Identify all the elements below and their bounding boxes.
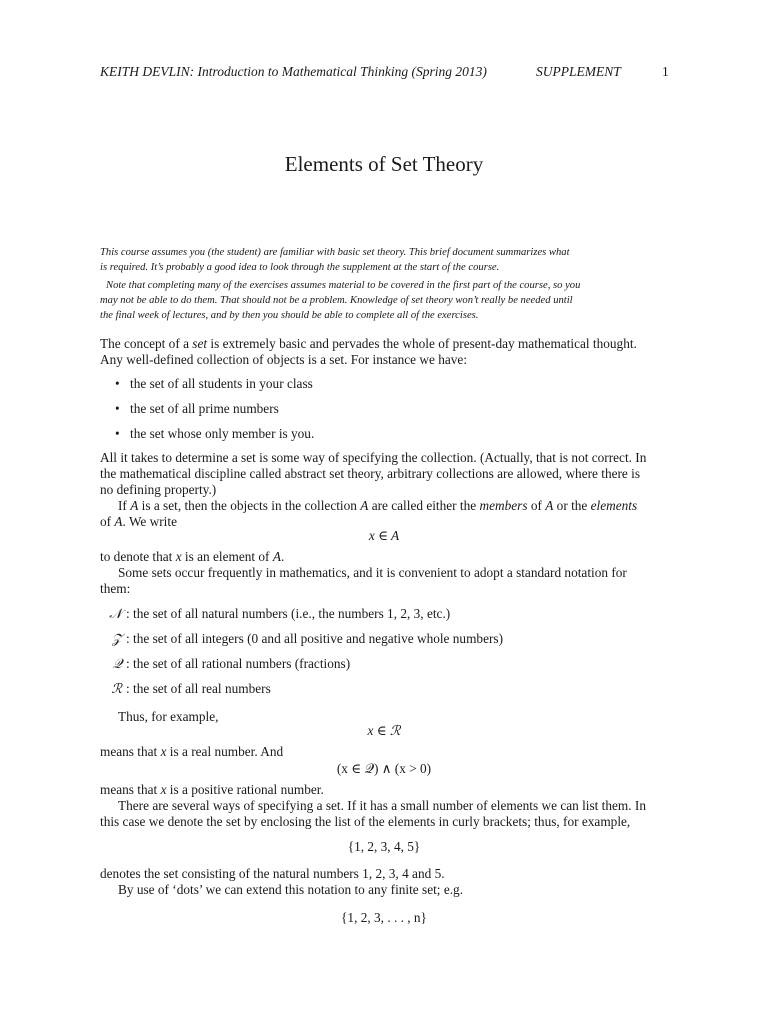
list-item: • the set of all students in your class <box>115 376 313 391</box>
reals-definition: ℛ : the set of all real numbers <box>111 681 271 697</box>
note-paragraph-2-line-1: Note that completing many of the exercises assumes material to be covered in the first part of the course, so you <box>106 280 581 291</box>
denotes-line: denotes the set consisting of the natural numbers 1, 2, 3, 4 and 5. <box>100 866 445 881</box>
bullet-icon: • <box>115 401 120 416</box>
intro-line-1: The concept of a set is extremely basic and pervades the whole of present-day mathematical thought. <box>100 336 637 351</box>
list-item: • the set whose only member is you. <box>115 426 315 441</box>
rationals-definition: 𝒬 : the set of all rational numbers (fractions) <box>112 656 351 672</box>
document-title: Elements of Set Theory <box>284 152 484 176</box>
intro-line-2: Any well-defined collection of objects is a set. For instance we have: <box>100 352 468 367</box>
running-header-section: SUPPLEMENT <box>536 64 621 79</box>
formula-x-in-a: x ∈ A <box>368 528 400 543</box>
para2-line-4: If A is a set, then the objects in the collection A are called either the members of A or the elements <box>118 498 638 513</box>
para3-line-2: Some sets occur frequently in mathematics, and it is convenient to adopt a standard notation for <box>118 565 627 580</box>
formula-finite-set: {1, 2, 3, . . . , n} <box>341 910 427 925</box>
para3-line-1: to denote that x is an element of A. <box>100 549 285 564</box>
para2-line-3: no defining property.) <box>100 482 217 497</box>
integers-definition: 𝒵 : the set of all integers (0 and all positive and negative whole numbers) <box>111 631 504 647</box>
positive-rational-line: means that x is a positive rational number. <box>100 782 324 797</box>
dots-line: By use of ‘dots’ we can extend this notation to any finite set; e.g. <box>118 882 464 897</box>
para3-line-3: them: <box>100 581 131 596</box>
para4-line-1: There are several ways of specifying a set. If it has a small number of elements we can list them. In <box>118 798 646 813</box>
formula-set-list: {1, 2, 3, 4, 5} <box>347 839 421 854</box>
note-paragraph-2-line-2: may not be able to do them. That should not be a problem. Knowledge of set theory won’t really be needed until <box>100 295 573 306</box>
bullet-icon: • <box>115 426 120 441</box>
note-paragraph-1-line-2: is required. It’s probably a good idea to look through the supplement at the start of the course. <box>100 262 500 273</box>
formula-x-in-r: x ∈ ℛ <box>367 723 401 738</box>
bullet-icon: • <box>115 376 120 391</box>
para2-line-5: of A. We write <box>100 514 177 529</box>
note-paragraph-2-line-3: the final week of lectures, and by then you should be able to complete all of the exercises. <box>100 310 479 321</box>
formula-positive-rational: (x ∈ 𝒬) ∧ (x > 0) <box>336 761 432 776</box>
thus-example-line: Thus, for example, <box>118 709 219 724</box>
natural-numbers-definition: 𝒩 : the set of all natural numbers (i.e., the numbers 1, 2, 3, etc.) <box>109 606 451 622</box>
list-item: • the set of all prime numbers <box>115 401 279 416</box>
para2-line-1: All it takes to determine a set is some way of specifying the collection. (Actually, that is not correct. In <box>100 450 647 465</box>
real-number-line: means that x is a real number. And <box>100 744 284 759</box>
para2-line-2: the mathematical discipline called abstract set theory, arbitrary collections are allowed, where there is <box>100 466 641 481</box>
note-paragraph-1-line-1: This course assumes you (the student) are familiar with basic set theory. This brief document summarizes what <box>100 247 570 258</box>
running-header-title: KEITH DEVLIN: Introduction to Mathematical Thinking (Spring 2013) <box>100 64 487 79</box>
para4-line-2: this case we denote the set by enclosing the list of the elements in curly brackets; thus, for example, <box>100 814 631 829</box>
page-number: 1 <box>662 64 669 79</box>
